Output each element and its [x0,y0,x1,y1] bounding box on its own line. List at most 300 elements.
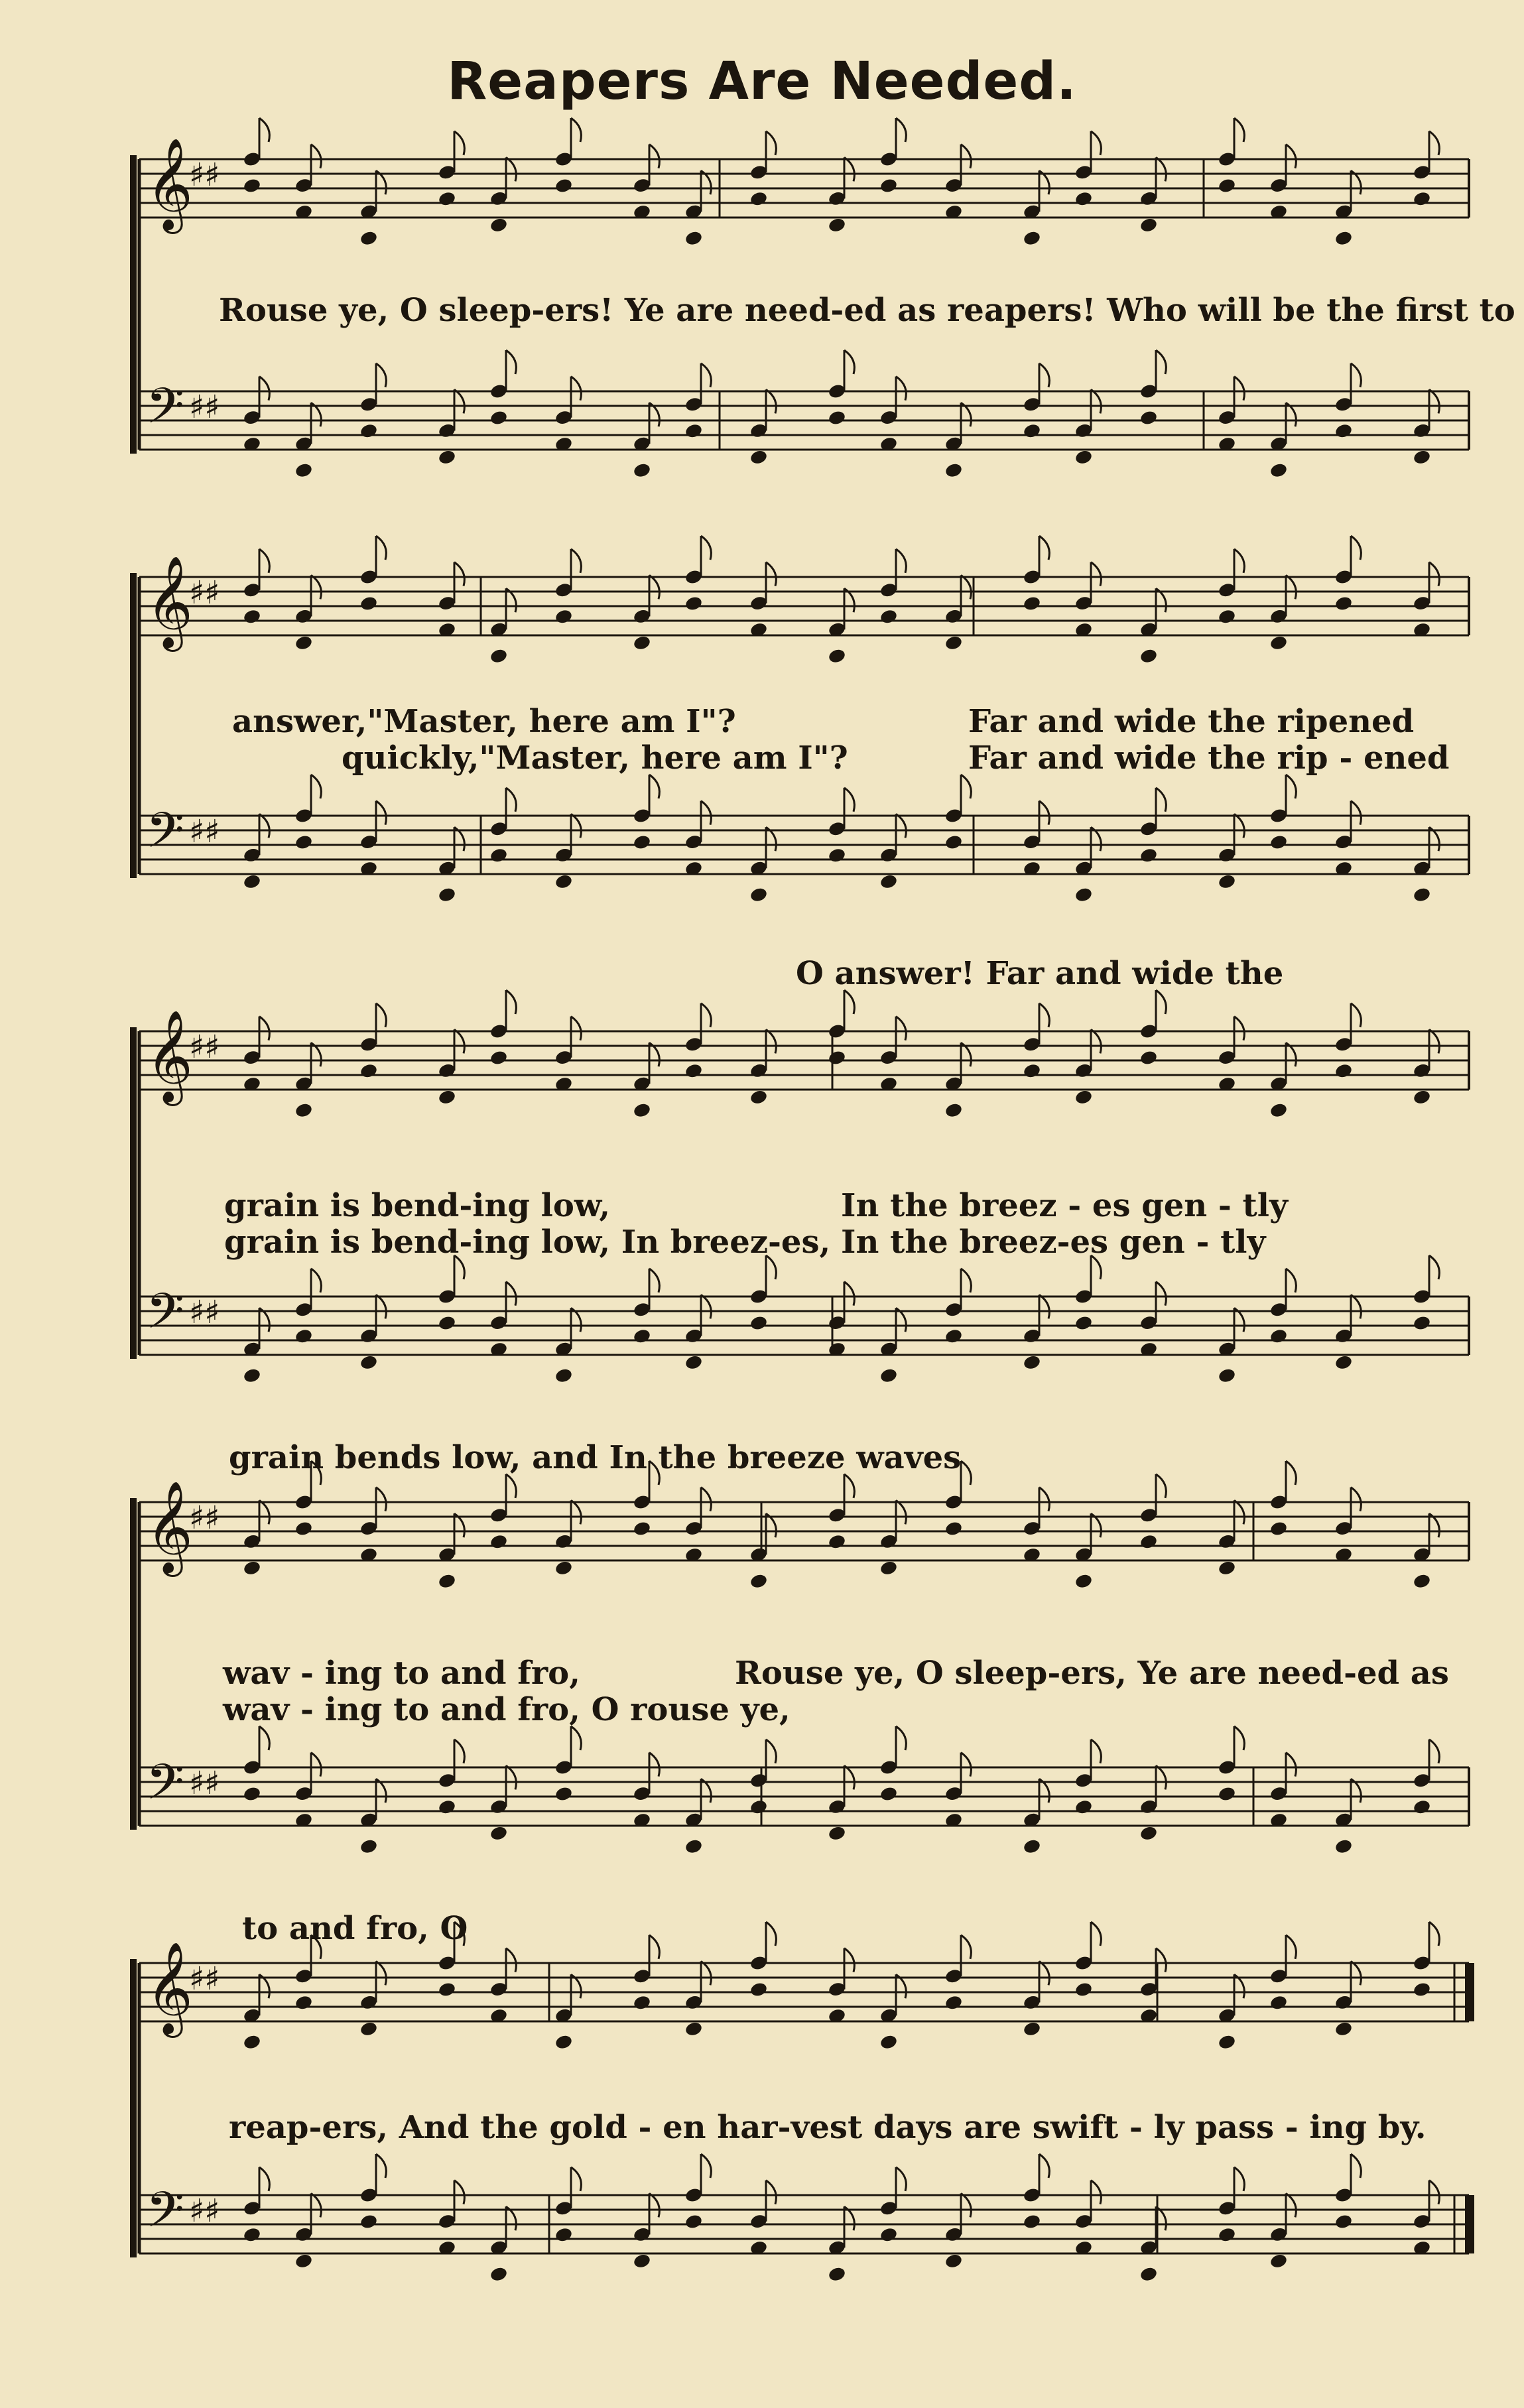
note-head-icon [1218,2226,1237,2243]
note-flag-icon [311,775,321,798]
note-head-icon [489,2266,509,2283]
note-flag-icon [506,1474,516,1498]
note-flag-icon [1429,1255,1439,1279]
note-flag-icon [1156,1282,1166,1306]
note-head-icon [1218,1785,1237,1802]
bass-clef-icon: 𝄢 [146,1283,184,1352]
note-flag-icon [844,157,854,181]
note-head-icon [684,1062,704,1079]
note-flag-icon [1429,389,1439,413]
note-head-icon [879,1785,899,1802]
note-flag-icon [259,814,269,838]
bass-clef-icon: 𝄢 [146,2181,184,2251]
note-head-icon [684,1838,704,1855]
note-flag-icon [766,562,776,586]
note-head-icon [1074,1573,1094,1590]
note-flag-icon [1234,118,1244,142]
note-flag-icon [571,118,581,142]
note-head-icon [828,1049,847,1066]
note-flag-icon [1091,1922,1101,1946]
note-flag-icon [701,1295,711,1318]
note-flag-icon [506,788,516,812]
note-head-icon [828,1533,847,1550]
note-head-icon [359,230,379,247]
note-head-icon [749,190,769,207]
note-flag-icon [1091,1740,1101,1763]
note-head-icon [633,1994,652,2011]
note-head-icon [438,1314,457,1331]
key-signature-icon: ♯♯ [189,1294,220,1331]
note-flag-icon [649,2193,659,2217]
note-flag-icon [1286,1935,1296,1959]
note-head-icon [1023,1062,1042,1079]
note-flag-icon [1156,350,1166,374]
note-flag-icon [1286,145,1296,168]
note-head-icon [294,1520,314,1537]
note-head-icon [359,2021,379,2037]
note-head-icon [1074,1799,1094,1815]
note-flag-icon [1286,775,1296,798]
note-flag-icon [766,1922,776,1946]
note-flag-icon [1429,1922,1439,1946]
note-head-icon [1413,1314,1432,1331]
system-bracket [130,1959,137,2257]
note-flag-icon [766,1740,776,1763]
note-flag-icon [766,389,776,413]
note-head-icon [489,217,509,233]
note-flag-icon [844,1765,854,1789]
note-flag-icon [1429,2181,1439,2204]
note-head-icon [294,834,314,850]
key-signature-icon: ♯♯ [189,1029,220,1066]
note-flag-icon [454,389,464,413]
note-head-icon [1218,608,1237,625]
note-head-icon [1139,648,1159,665]
note-head-icon [879,1367,899,1384]
note-flag-icon [961,775,971,798]
note-flag-icon [454,1029,464,1053]
note-flag-icon [1091,389,1101,413]
note-head-icon [684,422,704,439]
treble-clef-icon: 𝄞 [146,556,193,648]
key-signature-icon: ♯♯ [189,1499,220,1537]
note-head-icon [828,1825,847,1842]
note-head-icon [1023,230,1042,247]
note-head-icon [1269,635,1289,651]
note-head-icon [294,462,314,479]
note-head-icon [1334,2213,1354,2230]
key-signature-icon: ♯♯ [189,157,220,194]
note-head-icon [1269,1520,1289,1537]
lyric-line-3a: grain is bend-ing low, [224,1187,611,1224]
lyric-line-2d: Far and wide the rip - ened [968,739,1450,777]
note-flag-icon [1429,1029,1439,1053]
note-flag-icon [376,363,386,387]
note-head-icon [489,1533,509,1550]
note-head-icon [1074,449,1094,466]
note-head-icon [684,595,704,611]
note-flag-icon [1039,536,1049,560]
note-head-icon [749,1314,769,1331]
note-flag-icon [1351,1488,1361,1511]
note-flag-icon [701,1488,711,1511]
note-flag-icon [376,2154,386,2178]
note-flag-icon [1351,2154,1361,2178]
note-flag-icon [1286,1269,1296,1293]
note-head-icon [438,1799,457,1815]
note-flag-icon [506,350,516,374]
note-flag-icon [844,1474,854,1498]
note-flag-icon [649,145,659,168]
note-head-icon [749,1573,769,1590]
note-head-icon [633,462,652,479]
note-head-icon [749,887,769,903]
note-flag-icon [961,145,971,168]
note-flag-icon [1039,363,1049,387]
key-signature-icon: ♯♯ [189,389,220,426]
note-head-icon [828,217,847,233]
lyric-line-3b: grain is bend-ing low, In breez-es, [224,1224,831,1261]
note-flag-icon [896,1017,906,1041]
note-head-icon [1023,2021,1042,2037]
note-flag-icon [1351,536,1361,560]
note-flag-icon [896,814,906,838]
note-flag-icon [259,2167,269,2191]
lyric-bass-3: grain bends low, and In the breeze waves [229,1439,962,1476]
note-head-icon [1074,1981,1094,1997]
note-flag-icon [961,1269,971,1293]
note-flag-icon [649,1935,659,1959]
note-head-icon [359,422,379,439]
lyric-line-2b: quickly,"Master, here am I"? [342,739,848,777]
note-flag-icon [1156,788,1166,812]
lyric-line-5: reap-ers, And the gold - en har-vest days are swift - ly pass - ing by. [229,2109,1427,2146]
note-flag-icon [1039,801,1049,825]
note-head-icon [1334,1838,1354,1855]
note-head-icon [944,2253,964,2269]
note-head-icon [633,1520,652,1537]
note-head-icon [944,1520,964,1537]
lyric-line-3d: In the breez-es gen - tly [841,1224,1266,1261]
note-flag-icon [1234,377,1244,401]
note-flag-icon [766,1029,776,1053]
note-head-icon [633,2253,652,2269]
note-flag-icon [311,145,321,168]
note-head-icon [294,2253,314,2269]
note-flag-icon [454,2181,464,2204]
note-head-icon [828,409,847,426]
note-flag-icon [259,549,269,573]
note-head-icon [294,635,314,651]
note-head-icon [359,1354,379,1371]
treble-clef-icon: 𝄞 [146,1942,193,2034]
system-bracket [130,1027,137,1359]
note-flag-icon [311,2193,321,2217]
lyric-line-4a: wav - ing to and fro, [223,1655,580,1692]
note-flag-icon [571,1726,581,1750]
note-head-icon [1413,1573,1432,1590]
note-flag-icon [376,1295,386,1318]
note-head-icon [684,1354,704,1371]
note-head-icon [633,635,652,651]
note-flag-icon [766,2181,776,2204]
note-flag-icon [844,990,854,1014]
note-flag-icon [376,1003,386,1027]
note-flag-icon [311,575,321,599]
system-bracket [130,573,137,878]
note-flag-icon [1351,1003,1361,1027]
lyric-line-1: Rouse ye, O sleep-ers! Ye are need-ed as reapers! Who will be the first to [219,292,1515,329]
note-head-icon [1269,2253,1289,2269]
note-flag-icon [376,1488,386,1511]
note-head-icon [1269,1102,1289,1119]
note-head-icon [489,1825,509,1842]
lyric-bass-4: to and fro, O [242,1910,468,1947]
note-flag-icon [1429,131,1439,155]
note-head-icon [359,2213,379,2230]
note-head-icon [554,177,574,194]
note-head-icon [554,873,574,890]
lyric-bass-2: O answer! Far and wide the [796,955,1284,992]
note-flag-icon [1039,2154,1049,2178]
note-head-icon [1139,1825,1159,1842]
hymn-title: Reapers Are Needed. [447,52,1077,111]
system-bracket [130,1498,137,1830]
note-flag-icon [1429,562,1439,586]
note-head-icon [438,190,457,207]
note-flag-icon [259,1726,269,1750]
note-head-icon [1139,409,1159,426]
note-flag-icon [506,1282,516,1306]
note-flag-icon [1156,1765,1166,1789]
note-flag-icon [1091,1029,1101,1053]
note-head-icon [243,1785,262,1802]
note-flag-icon [311,1269,321,1293]
note-head-icon [879,873,899,890]
key-signature-icon: ♯♯ [189,2192,220,2230]
note-head-icon [1074,190,1094,207]
note-flag-icon [701,801,711,825]
note-head-icon [294,1102,314,1119]
note-flag-icon [571,1500,581,1524]
key-signature-icon: ♯♯ [189,574,220,611]
note-flag-icon [1234,549,1244,573]
note-head-icon [1074,1089,1094,1106]
note-flag-icon [896,118,906,142]
note-head-icon [1334,1062,1354,1079]
lyric-line-2c: Far and wide the ripened [968,703,1415,740]
note-flag-icon [1156,157,1166,181]
note-flag-icon [1039,1003,1049,1027]
note-flag-icon [1286,2193,1296,2217]
note-head-icon [944,462,964,479]
note-head-icon [1218,873,1237,890]
note-head-icon [1023,595,1042,611]
note-flag-icon [1234,1017,1244,1041]
note-head-icon [1334,422,1354,439]
note-flag-icon [844,1282,854,1306]
note-head-icon [879,608,899,625]
note-flag-icon [1286,1753,1296,1777]
note-head-icon [944,1328,964,1344]
note-flag-icon [1039,1488,1049,1511]
note-head-icon [554,1560,574,1576]
note-flag-icon [961,1461,971,1485]
note-flag-icon [454,562,464,586]
lyric-line-3c: In the breez - es gen - tly [841,1187,1288,1224]
note-flag-icon [649,575,659,599]
note-flag-icon [701,2154,711,2178]
note-flag-icon [571,549,581,573]
note-head-icon [684,230,704,247]
note-head-icon [1139,847,1159,863]
note-head-icon [438,449,457,466]
note-head-icon [554,2226,574,2243]
note-flag-icon [1039,1295,1049,1318]
note-flag-icon [376,801,386,825]
bass-clef-icon: 𝄢 [146,802,184,871]
note-head-icon [1334,595,1354,611]
note-flag-icon [1039,1961,1049,1985]
note-head-icon [243,2034,262,2051]
note-flag-icon [649,1753,659,1777]
note-flag-icon [571,377,581,401]
note-flag-icon [701,1961,711,1985]
note-head-icon [554,608,574,625]
note-flag-icon [376,1961,386,1985]
note-head-icon [879,177,899,194]
note-flag-icon [961,2193,971,2217]
bass-clef-icon: 𝄢 [146,1753,184,1823]
note-flag-icon [1351,801,1361,825]
note-flag-icon [896,2167,906,2191]
note-head-icon [1074,887,1094,903]
note-flag-icon [1156,990,1166,1014]
note-flag-icon [1156,1474,1166,1498]
note-head-icon [243,608,262,625]
note-head-icon [879,2226,899,2243]
note-flag-icon [259,118,269,142]
note-flag-icon [649,1269,659,1293]
note-flag-icon [896,549,906,573]
note-flag-icon [454,131,464,155]
note-head-icon [828,2266,847,2283]
key-signature-icon: ♯♯ [189,1960,220,1997]
note-head-icon [633,1102,652,1119]
note-flag-icon [701,363,711,387]
note-head-icon [294,1994,314,2011]
note-flag-icon [1091,562,1101,586]
note-head-icon [489,1049,509,1066]
note-head-icon [1139,2266,1159,2283]
note-flag-icon [571,1017,581,1041]
note-head-icon [1413,449,1432,466]
note-head-icon [1023,1354,1042,1371]
note-head-icon [243,873,262,890]
note-flag-icon [506,990,516,1014]
note-flag-icon [1091,131,1101,155]
note-flag-icon [376,536,386,560]
note-head-icon [489,409,509,426]
note-flag-icon [896,377,906,401]
note-flag-icon [1091,2181,1101,2204]
note-head-icon [944,834,964,850]
note-flag-icon [259,1017,269,1041]
note-flag-icon [571,814,581,838]
note-head-icon [1218,1367,1237,1384]
note-head-icon [1413,887,1432,903]
note-head-icon [554,1367,574,1384]
note-flag-icon [1234,814,1244,838]
note-head-icon [1139,1049,1159,1066]
note-head-icon [359,1838,379,1855]
final-barline [1465,2195,1474,2253]
note-flag-icon [1429,1740,1439,1763]
note-head-icon [359,595,379,611]
note-head-icon [749,449,769,466]
note-head-icon [944,1102,964,1119]
note-flag-icon [896,1500,906,1524]
note-head-icon [749,1089,769,1106]
note-head-icon [1139,1533,1159,1550]
note-head-icon [359,1062,379,1079]
note-flag-icon [1286,1461,1296,1485]
note-head-icon [1218,2034,1237,2051]
note-flag-icon [649,775,659,798]
note-flag-icon [701,536,711,560]
note-flag-icon [454,1740,464,1763]
note-head-icon [438,1573,457,1590]
note-head-icon [489,648,509,665]
note-head-icon [438,1981,457,1997]
note-head-icon [554,1785,574,1802]
note-flag-icon [311,1753,321,1777]
note-head-icon [554,2034,574,2051]
note-head-icon [243,2226,262,2243]
note-head-icon [1413,1089,1432,1106]
note-flag-icon [1234,1726,1244,1750]
note-head-icon [749,1799,769,1815]
note-flag-icon [896,1726,906,1750]
final-barline [1465,1963,1474,2021]
note-head-icon [879,2034,899,2051]
note-flag-icon [1351,1295,1361,1318]
note-flag-icon [701,1003,711,1027]
note-flag-icon [259,1500,269,1524]
note-head-icon [1023,422,1042,439]
note-flag-icon [961,1753,971,1777]
note-head-icon [1413,1799,1432,1815]
note-flag-icon [961,575,971,599]
lyric-line-2a: answer,"Master, here am I"? [232,703,736,740]
note-flag-icon [1351,1961,1361,1985]
note-head-icon [828,847,847,863]
note-flag-icon [259,377,269,401]
note-head-icon [684,2021,704,2037]
note-head-icon [1334,1354,1354,1371]
system-bracket [130,155,137,454]
note-head-icon [1334,230,1354,247]
note-head-icon [633,834,652,850]
note-head-icon [1218,177,1237,194]
note-flag-icon [1234,1500,1244,1524]
note-flag-icon [506,1948,516,1972]
note-head-icon [243,1367,262,1384]
lyric-line-4c: Rouse ye, O sleep-ers, Ye are need-ed as [735,1655,1449,1692]
note-head-icon [1269,1994,1289,2011]
note-flag-icon [961,1935,971,1959]
note-head-icon [684,2213,704,2230]
